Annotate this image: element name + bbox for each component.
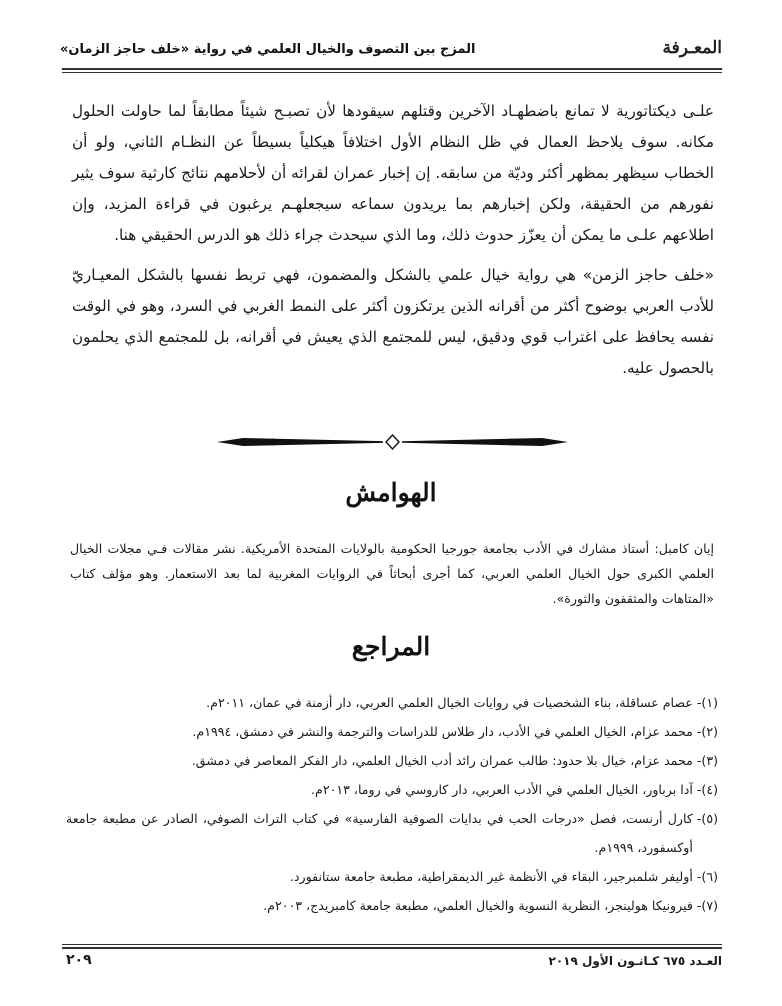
reference-number: (٤)- [696,782,718,797]
page-number: ٢٠٩ [66,952,92,968]
header-rule-thin [62,72,722,73]
notes-heading: الهوامش [345,478,437,507]
references-list [66,688,718,920]
magazine-logo: المعـرفة [662,38,722,58]
reference-item [66,717,718,746]
running-title: المزج بين التصوف والخيال العلمي في رواية «خلف حاجز الزمان» [60,42,476,57]
header-rule [62,68,722,70]
reference-text: فيرونيكا هولينجر، النظرية النسوية والخيال العلمي، مطبعة جامعة كامبريدج، ٢٠٠٣م. [263,898,693,913]
body-paragraph: علـى ديكتاتورية لا تمانع باضطهـاد الآخرين وقتلهم سيقودها لأن تصبـح شيئاً مطابقاً لما حاولت الحلول مكانه. سوف يلاحظ العمال في ظل النظام الأول اختلافاً هيكلياً بسيطاً عن النظـام الثاني، ولو أن الخطاب سيظهر بمظهر أكثر وديّة من سابقه. إن إخبار عمران لقرائه أن لأحلامهم نتائج كارثية سوف يثير نفورهم من الحقيقة، ولكن إخبارهم بما يريدون سماعه سيجعلهـم يرغبون في قراءة المزيد، وإن اطلاعهم علـى ما يمكن أن يعزّز حدوث ذلك، وما الذي سيحدث جراء ذلك هو الدرس الحقيقي هنا. [72,102,714,244]
reference-text: أوليفر شلمبرجير، البقاء في الأنظمة غير الديمقراطية، مطبعة جامعة ستانفورد. [289,869,693,884]
reference-text: محمد عزام، خيال بلا حدود: طالب عمران رائد أدب الخيال العلمي، دار الفكر المعاصر في دمشق. [191,753,693,768]
reference-item [66,891,718,920]
body-paragraph: «خلف حاجز الزمن» هي رواية خيال علمي بالشكل والمضمون، فهي تربط نفسها بالشكل المعيـاريّ للأدب العربي بوضوح أكثر من أقرانه الذين يرتكزون أكثر على النمط الغربي في السرد، وهو في الوقت نفسه يحافظ على اغتراب قوي ودقيق، ليس للمجتمع الذي يعيش في أقرانه، بل للمجتمع الذي يحلمون بالحصول عليه. [72,266,714,377]
reference-number: (١)- [696,695,718,710]
footer-rule [62,947,722,949]
reference-text: محمد عزام، الخيال العلمي في الأدب، دار طلاس للدراسات والترجمة والنشر في دمشق، ١٩٩٤م. [192,724,693,739]
footnote-text: إيان كامبل: أستاذ مشارك في الأدب بجامعة جورجيا الحكومية بالولايات المتحدة الأمريكية. نشر مقالات فـي مجلات الخيال العلمي الكبرى حول الخيال العلمي العربي، كما أجرى أبحاثاً في الروايات المغربية لما بعد الاستعمار. وهو مؤلف كتاب «المتاهات والمثقفون والثورة». [70,541,714,606]
page-header [60,30,722,70]
footer-rule-thin [62,944,722,945]
references-heading: المراجع [351,632,431,661]
reference-number: (٥)- [696,811,718,826]
issue-label: العـدد ٦٧٥ كـانـون الأول ٢٠١٩ [548,954,722,968]
reference-item [66,746,718,775]
reference-item [66,688,718,717]
reference-item [66,862,718,891]
article-body [72,96,714,393]
section-divider-ornament [215,432,570,452]
reference-text: آدا برباور، الخيال العلمي في الأدب العربي، دار كاروسي في روما، ٢٠١٣م. [311,782,693,797]
reference-text: كارل أرنست، فصل «درجات الحب في بدايات الصوفية الفارسية» في كتاب التراث الصوفي، الصادر عن مطبعة جامعة أوكسفورد، ١٩٩٩م. [66,811,693,855]
reference-number: (٢)- [696,724,718,739]
reference-number: (٧)- [696,898,718,913]
reference-item [66,804,718,862]
reference-number: (٣)- [696,753,718,768]
reference-text: عصام عساقلة، بناء الشخصيات في روايات الخيال العلمي العربي، دار أزمنة في عمان، ٢٠١١م. [206,695,693,710]
reference-number: (٦)- [696,869,718,884]
reference-item [66,775,718,804]
